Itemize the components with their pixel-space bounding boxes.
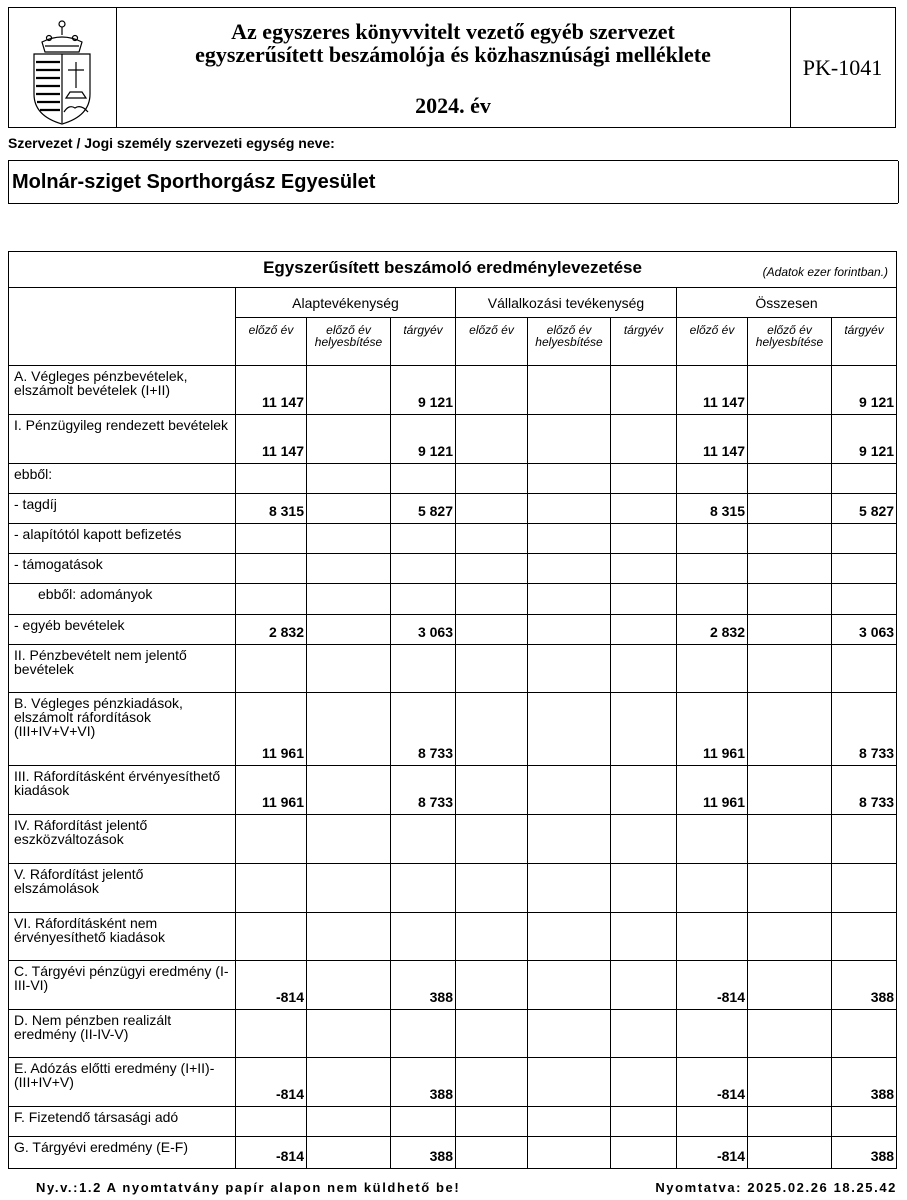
value-cell <box>236 1010 307 1058</box>
value-cell <box>456 766 528 815</box>
value-cell <box>307 584 391 615</box>
value-cell: 9 121 <box>391 415 456 464</box>
value-cell <box>748 961 832 1010</box>
value-cell <box>528 693 611 766</box>
value-cell: 388 <box>391 1137 456 1169</box>
value-cell <box>832 913 897 961</box>
value-cell <box>528 415 611 464</box>
row-label: - tagdíj <box>9 494 236 524</box>
footer-version-note: Ny.v.:1.2 A nyomtatvány papír alapon nem küldhető be! <box>36 1180 461 1195</box>
value-cell <box>748 913 832 961</box>
table-row <box>9 913 897 961</box>
form-year: 2024. év <box>415 93 491 118</box>
footer-print-date: Nyomtatva: 2025.02.26 18.25.42 <box>655 1180 897 1195</box>
value-cell <box>456 366 528 415</box>
value-cell <box>677 464 748 494</box>
value-cell <box>236 1107 307 1137</box>
row-label: E. Adózás előtti eredmény (I+II)-(III+IV+V) <box>9 1058 236 1107</box>
value-cell: 8 315 <box>236 494 307 524</box>
group-header-business: Vállalkozási tevékenység <box>456 288 677 318</box>
value-cell <box>391 1107 456 1137</box>
table-row <box>9 693 897 766</box>
value-cell <box>528 464 611 494</box>
value-cell <box>677 524 748 554</box>
value-cell: 2 832 <box>677 615 748 645</box>
value-cell <box>748 494 832 524</box>
logo-cell <box>9 8 117 127</box>
value-cell <box>677 554 748 584</box>
form-header <box>8 7 896 128</box>
table-row <box>9 494 897 524</box>
value-cell <box>307 524 391 554</box>
value-cell <box>307 1058 391 1107</box>
value-cell <box>456 913 528 961</box>
value-cell <box>832 864 897 913</box>
value-cell <box>456 464 528 494</box>
value-cell <box>456 415 528 464</box>
value-cell <box>677 584 748 615</box>
value-cell <box>456 615 528 645</box>
value-cell <box>456 864 528 913</box>
row-label: - támogatások <box>9 554 236 584</box>
value-cell <box>748 1107 832 1137</box>
value-cell: 3 063 <box>391 615 456 645</box>
value-cell <box>307 693 391 766</box>
value-cell <box>611 464 677 494</box>
value-cell <box>677 1010 748 1058</box>
row-label: - egyéb bevételek <box>9 615 236 645</box>
value-cell <box>391 554 456 584</box>
subcol-header: előző év <box>236 318 307 366</box>
value-cell <box>236 584 307 615</box>
value-cell <box>456 1010 528 1058</box>
value-cell <box>748 415 832 464</box>
value-cell <box>528 864 611 913</box>
value-cell <box>307 815 391 864</box>
value-cell: 388 <box>832 961 897 1010</box>
value-cell: -814 <box>677 961 748 1010</box>
value-cell <box>677 645 748 693</box>
value-cell <box>611 494 677 524</box>
value-cell <box>528 961 611 1010</box>
table-row <box>9 645 897 693</box>
row-label: - alapítótól kapott befizetés <box>9 524 236 554</box>
group-header-basic: Alaptevékenység <box>236 288 456 318</box>
value-cell <box>832 1107 897 1137</box>
value-cell <box>528 615 611 645</box>
value-cell <box>236 864 307 913</box>
row-label: B. Végleges pénzkiadások, elszámolt ráfordítások (III+IV+V+VI) <box>9 693 236 766</box>
value-cell <box>528 1137 611 1169</box>
table-caption <box>9 252 897 288</box>
value-cell <box>611 1058 677 1107</box>
subcol-header: tárgyév <box>391 318 456 366</box>
value-cell: 8 733 <box>832 693 897 766</box>
value-cell: 11 147 <box>677 415 748 464</box>
row-label: F. Fizetendő társasági adó <box>9 1107 236 1137</box>
value-cell <box>456 554 528 584</box>
value-cell <box>456 1137 528 1169</box>
row-label: ebből: adományok <box>9 584 236 615</box>
value-cell <box>611 864 677 913</box>
value-cell <box>307 645 391 693</box>
value-cell: 11 147 <box>236 366 307 415</box>
value-cell <box>528 766 611 815</box>
table-row <box>9 464 897 494</box>
form-title <box>116 8 791 127</box>
value-cell <box>391 464 456 494</box>
value-cell <box>748 366 832 415</box>
value-cell: 5 827 <box>391 494 456 524</box>
form-title-line1: Az egyszeres könyvvitelt vezető egyéb szervezet <box>231 19 675 44</box>
table-row <box>9 1137 897 1169</box>
table-row <box>9 961 897 1010</box>
value-cell <box>611 366 677 415</box>
row-label: A. Végleges pénzbevételek, elszámolt bevételek (I+II) <box>9 366 236 415</box>
value-cell: 388 <box>832 1137 897 1169</box>
value-cell <box>677 1107 748 1137</box>
value-cell: 11 147 <box>236 415 307 464</box>
coat-of-arms-icon <box>9 8 116 127</box>
value-cell: 11 961 <box>236 693 307 766</box>
value-cell <box>611 815 677 864</box>
value-cell <box>391 864 456 913</box>
value-cell <box>611 615 677 645</box>
value-cell <box>307 554 391 584</box>
value-cell <box>528 524 611 554</box>
value-cell <box>456 524 528 554</box>
value-cell <box>611 1107 677 1137</box>
value-cell <box>528 1058 611 1107</box>
value-cell <box>611 1137 677 1169</box>
table-row <box>9 766 897 815</box>
value-cell: 9 121 <box>832 366 897 415</box>
value-cell: 9 121 <box>832 415 897 464</box>
value-cell <box>748 864 832 913</box>
organization-name-field: Molnár-sziget Sporthorgász Egyesület <box>8 160 898 204</box>
value-cell <box>528 494 611 524</box>
row-label: C. Tárgyévi pénzügyi eredmény (I-III-VI) <box>9 961 236 1010</box>
value-cell <box>456 693 528 766</box>
unit-note: (Adatok ezer forintban.) <box>762 265 889 279</box>
row-label: G. Tárgyévi eredmény (E-F) <box>9 1137 236 1169</box>
value-cell <box>307 464 391 494</box>
value-cell <box>236 815 307 864</box>
value-cell <box>456 1058 528 1107</box>
value-cell: 11 961 <box>677 693 748 766</box>
row-label: II. Pénzbevételt nem jelentő bevételek <box>9 645 236 693</box>
value-cell: 11 961 <box>677 766 748 815</box>
value-cell <box>528 366 611 415</box>
value-cell <box>236 913 307 961</box>
value-cell: 8 315 <box>677 494 748 524</box>
label-header-cell <box>9 288 236 366</box>
value-cell <box>528 1107 611 1137</box>
row-label: VI. Ráfordításként nem érvényesíthető kiadások <box>9 913 236 961</box>
value-cell <box>391 645 456 693</box>
value-cell <box>528 645 611 693</box>
value-cell <box>611 766 677 815</box>
value-cell <box>307 913 391 961</box>
value-cell: 11 961 <box>236 766 307 815</box>
value-cell: 9 121 <box>391 366 456 415</box>
value-cell <box>748 524 832 554</box>
value-cell <box>528 913 611 961</box>
value-cell: -814 <box>677 1137 748 1169</box>
table-row <box>9 615 897 645</box>
value-cell: 8 733 <box>391 766 456 815</box>
row-label: D. Nem pénzben realizált eredmény (II-IV-V) <box>9 1010 236 1058</box>
value-cell <box>748 615 832 645</box>
value-cell: -814 <box>236 1058 307 1107</box>
row-label: V. Ráfordítást jelentő elszámolások <box>9 864 236 913</box>
value-cell <box>307 961 391 1010</box>
value-cell <box>611 693 677 766</box>
value-cell <box>748 554 832 584</box>
row-label: IV. Ráfordítást jelentő eszközváltozások <box>9 815 236 864</box>
organization-label: Szervezet / Jogi személy szervezeti egység neve: <box>8 135 335 151</box>
value-cell <box>748 1058 832 1107</box>
table-row <box>9 1107 897 1137</box>
row-label: ebből: <box>9 464 236 494</box>
value-cell: 11 147 <box>677 366 748 415</box>
value-cell <box>236 645 307 693</box>
value-cell <box>307 494 391 524</box>
value-cell <box>307 1010 391 1058</box>
subcol-header: előző év helyesbítése <box>307 318 391 366</box>
value-cell <box>456 584 528 615</box>
value-cell <box>748 1010 832 1058</box>
subcol-header: tárgyév <box>832 318 897 366</box>
value-cell: 388 <box>832 1058 897 1107</box>
value-cell <box>456 1107 528 1137</box>
value-cell <box>611 584 677 615</box>
value-cell <box>236 524 307 554</box>
subcol-header: tárgyév <box>611 318 677 366</box>
value-cell <box>748 693 832 766</box>
value-cell <box>832 464 897 494</box>
value-cell: -814 <box>677 1058 748 1107</box>
value-cell <box>832 815 897 864</box>
value-cell: 3 063 <box>832 615 897 645</box>
value-cell <box>748 645 832 693</box>
value-cell <box>307 415 391 464</box>
value-cell <box>832 584 897 615</box>
value-cell <box>611 961 677 1010</box>
value-cell <box>307 366 391 415</box>
value-cell <box>832 524 897 554</box>
value-cell: 388 <box>391 961 456 1010</box>
value-cell <box>611 554 677 584</box>
value-cell <box>611 524 677 554</box>
value-cell <box>611 1010 677 1058</box>
value-cell <box>528 584 611 615</box>
value-cell <box>391 815 456 864</box>
value-cell <box>236 464 307 494</box>
value-cell <box>832 554 897 584</box>
value-cell <box>456 645 528 693</box>
value-cell <box>611 415 677 464</box>
value-cell <box>307 864 391 913</box>
subcol-header: előző év helyesbítése <box>528 318 611 366</box>
table-row <box>9 366 897 415</box>
value-cell <box>307 1107 391 1137</box>
table-row <box>9 524 897 554</box>
form-code: PK-1041 <box>802 54 883 80</box>
value-cell <box>528 554 611 584</box>
subcol-header: előző év helyesbítése <box>748 318 832 366</box>
value-cell: 8 733 <box>832 766 897 815</box>
value-cell <box>528 1010 611 1058</box>
value-cell <box>832 645 897 693</box>
value-cell <box>748 1137 832 1169</box>
value-cell <box>748 584 832 615</box>
value-cell <box>456 494 528 524</box>
value-cell <box>677 815 748 864</box>
value-cell <box>748 464 832 494</box>
value-cell <box>307 1137 391 1169</box>
income-statement-table <box>8 251 897 1169</box>
table-row <box>9 554 897 584</box>
value-cell: 388 <box>391 1058 456 1107</box>
table-title: Egyszerűsített beszámoló eredménylevezetése <box>263 258 642 277</box>
value-cell <box>391 524 456 554</box>
value-cell: 5 827 <box>832 494 897 524</box>
row-label: I. Pénzügyileg rendezett bevételek <box>9 415 236 464</box>
group-header-total: Összesen <box>677 288 897 318</box>
value-cell <box>307 766 391 815</box>
value-cell: 2 832 <box>236 615 307 645</box>
value-cell: -814 <box>236 1137 307 1169</box>
table-row <box>9 815 897 864</box>
form-title-line2: egyszerűsített beszámolója és közhasznúsági melléklete <box>195 42 711 67</box>
value-cell <box>391 1010 456 1058</box>
value-cell <box>677 864 748 913</box>
value-cell <box>307 615 391 645</box>
value-cell <box>748 766 832 815</box>
value-cell <box>832 1010 897 1058</box>
table-row <box>9 1010 897 1058</box>
table-row <box>9 864 897 913</box>
value-cell: 8 733 <box>391 693 456 766</box>
value-cell <box>456 961 528 1010</box>
value-cell <box>528 815 611 864</box>
value-cell <box>391 584 456 615</box>
table-row <box>9 415 897 464</box>
value-cell: -814 <box>236 961 307 1010</box>
table-row <box>9 1058 897 1107</box>
value-cell <box>456 815 528 864</box>
row-label: III. Ráfordításként érvényesíthető kiadások <box>9 766 236 815</box>
subcol-header: előző év <box>677 318 748 366</box>
subcol-header: előző év <box>456 318 528 366</box>
value-cell <box>611 645 677 693</box>
table-row <box>9 584 897 615</box>
value-cell <box>611 913 677 961</box>
value-cell <box>391 913 456 961</box>
value-cell <box>748 815 832 864</box>
value-cell <box>677 913 748 961</box>
value-cell <box>236 554 307 584</box>
